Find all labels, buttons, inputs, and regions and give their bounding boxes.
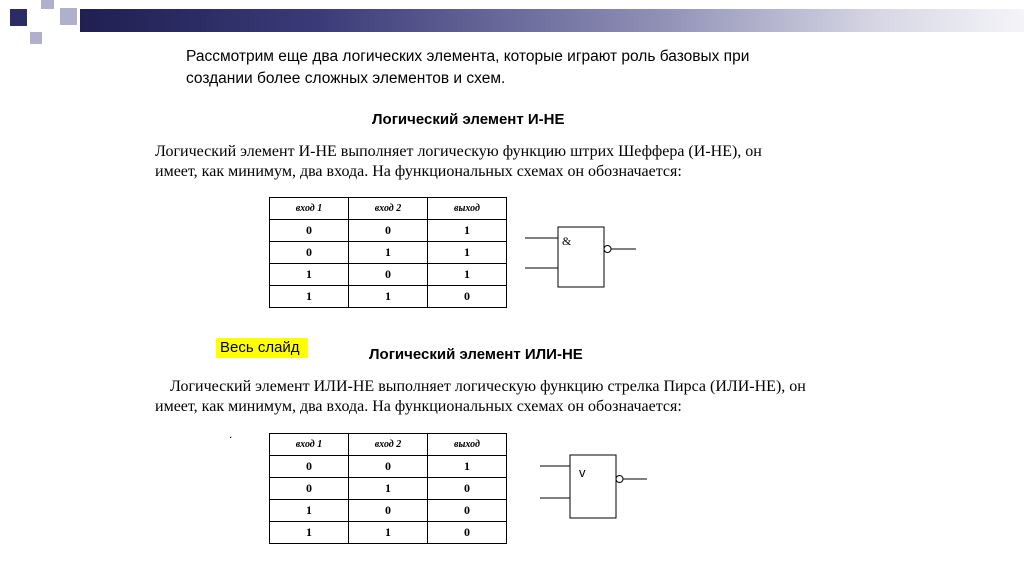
intro-line-1: Рассмотрим еще два логических элемента, которые играют роль базовых при — [186, 48, 750, 65]
cell: 0 — [428, 478, 507, 500]
nor-desc-line-2: имеет, как минимум, два входа. На функциональных схемах он обозначается: — [155, 398, 682, 415]
cell: 1 — [349, 478, 428, 500]
nor-gate-label: v — [579, 465, 586, 480]
table-row — [270, 478, 507, 500]
nor-gate-body — [570, 455, 616, 518]
nor-inversion-bubble — [616, 476, 623, 483]
table-header-row — [270, 434, 507, 456]
cell: 0 — [349, 456, 428, 478]
cell: 0 — [349, 220, 428, 242]
cell: 1 — [270, 522, 349, 544]
table-row — [270, 522, 507, 544]
cell: 0 — [270, 456, 349, 478]
cell: 1 — [270, 500, 349, 522]
intro-text — [186, 46, 906, 90]
whole-slide-badge[interactable]: Весь слайд — [216, 338, 308, 358]
cell: 1 — [428, 242, 507, 264]
table-row — [270, 286, 507, 308]
cell: 0 — [428, 500, 507, 522]
table-row — [270, 456, 507, 478]
header-gradient-bar — [80, 9, 1024, 32]
cell: 0 — [349, 264, 428, 286]
intro-line-2: создании более сложных элементов и схем. — [186, 70, 506, 87]
cell: 1 — [349, 242, 428, 264]
nand-gate-symbol — [520, 224, 640, 290]
nor-gate-symbol — [537, 453, 652, 523]
cell: 0 — [270, 220, 349, 242]
cell: 0 — [349, 500, 428, 522]
cell: 0 — [270, 242, 349, 264]
header-input-1: вход 1 — [270, 434, 349, 456]
nand-description — [155, 142, 855, 182]
nand-inversion-bubble — [604, 246, 611, 253]
header-output: выход — [428, 434, 507, 456]
table-row — [270, 242, 507, 264]
cell: 1 — [270, 286, 349, 308]
cell: 1 — [349, 522, 428, 544]
cell: 1 — [349, 286, 428, 308]
nand-desc-line-2: имеет, как минимум, два входа. На функциональных схемах он обозначается: — [155, 163, 682, 180]
cell: 1 — [428, 220, 507, 242]
nor-truth-table — [269, 433, 507, 544]
table-row — [270, 220, 507, 242]
cell: 0 — [428, 286, 507, 308]
nand-desc-line-1: Логический элемент И-НЕ выполняет логическую функцию штрих Шеффера (И-НЕ), он — [155, 143, 762, 160]
header-input-2: вход 2 — [349, 198, 428, 220]
header-input-1: вход 1 — [270, 198, 349, 220]
table-row — [270, 264, 507, 286]
table-row — [270, 500, 507, 522]
nor-title: Логический элемент ИЛИ-НЕ — [369, 346, 583, 363]
nor-description — [155, 377, 875, 417]
table-header-row — [270, 198, 507, 220]
cell: 0 — [428, 522, 507, 544]
nor-desc-line-1: Логический элемент ИЛИ-НЕ выполняет логическую функцию стрелка Пирса (ИЛИ-НЕ), он — [170, 378, 806, 395]
cell: 1 — [428, 456, 507, 478]
header-input-2: вход 2 — [349, 434, 428, 456]
nand-gate-label: & — [562, 234, 572, 248]
nand-truth-table — [269, 197, 507, 308]
header-output: выход — [428, 198, 507, 220]
cell: 1 — [428, 264, 507, 286]
cell: 0 — [270, 478, 349, 500]
stray-dot: . — [229, 427, 233, 441]
cell: 1 — [270, 264, 349, 286]
nand-title: Логический элемент И-НЕ — [372, 111, 565, 128]
